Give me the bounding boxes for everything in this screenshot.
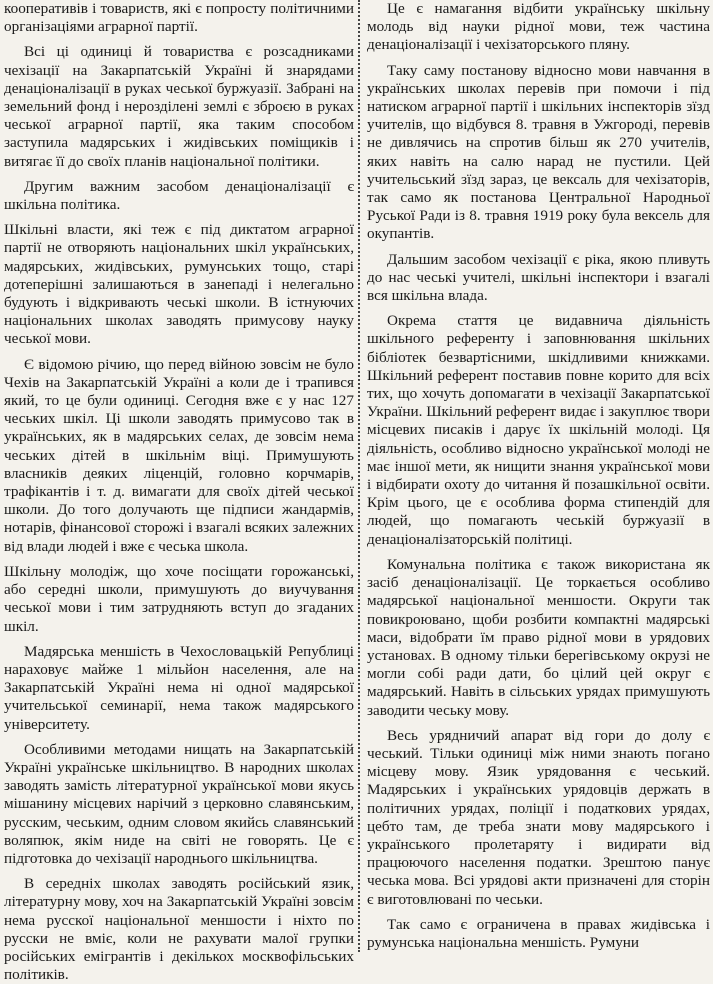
paragraph: Це є намагання відбити українську шкільну молодь від науки рідної мови, теж частина денаціоналізації і чехізаторського пляну. xyxy=(367,0,710,54)
right-column xyxy=(367,0,710,952)
paragraph: Шкільну молодіж, що хоче посіщати горожанські, або середні школи, примушують до виучування чеської мови і тим затрудняють вступ до згаданих шкіл. xyxy=(4,562,354,635)
paragraph: Так само є ограничена в правах жидівська і румунська національна меншість. Румуни xyxy=(367,915,710,951)
paragraph: Весь урядничий апарат від гори до долу є чеський. Тільки одиниці між ними знають погано місцеву мову. Язик урядовання є чеський. Мадярських і українських урядовців держать в політичних урядах, поліції і податкових урядах, цебто там, де треба знати мову мадярського і українського пролетаряту і видирати від працюючого населення податки. Зрештою панує чеська мова. Всі урядові акти призначені для сторін є виготовлювані по чеськи. xyxy=(367,726,710,908)
paragraph: Комунальна політика є також використана як засіб денаціоналізації. Це торкається особливо мадярської національної меншости. Округи так повикроювано, щоби розбити компактні мадярські маси, відобрати їм право рідної мови в урядових установах. В одному тільки берегівському окрузі не могли собі ради дати, бо цілий цей округ є мадярський. Навіть в сільських урядах примушують заводити чеську мову. xyxy=(367,555,710,719)
paragraph: Окрема стаття це видавнича діяльність шкільного референту і заповнювання шкільних бібліотек безвартісними, шкідливими книжками. Шкільний референт поставив повне корито для всіх тих, що хочуть допомагати в чехізації Закарпатської України. Шкільний референт видає і закуплює твори місцевих писаків і дарує їх шкільній молоді. Ця діяльність, особливо відносно української молоді не має іншої мети, як нищити знання української мови і відбирати охоту до читання й позашкільної освіти. Крім цього, це є особлива форма стипендій для людей, що помагають чеській буржуазії в денаціоналізаторській політиці. xyxy=(367,312,710,548)
paragraph: В середніх школах заводять російський язик, літературну мову, хоч на Закарпатській Україні зовсім нема русскої національної меншости і ніхто по русски не вміє, коли не рахувати малої групки російських емігрантів і декількох москвофільських політиків. xyxy=(4,875,354,984)
paragraph: Таку саму постанову відносно мови навчання в українських школах перевів при помочи і під натиском аграрної партії і шкільних інспекторів зїзд учителів, що відбувся 8. травня в Ужгороді, перевів не дивлячись на спротив більш як 270 учителів, яких навіть на салю нарад не пустили. Цей учительський зїзд зараз, це вексаль для чехізаторів, так само як постанова Центральної Народньої Руської Ради із 8. травня 1919 року була вексель для окупантів. xyxy=(367,61,710,243)
paragraph: Є відомою річию, що перед війною зовсім не було Чехів на Закарпатській Україні а коли де і трапився який, то це були одиниці. Сегодня вже є у нас 127 чеських шкіл. Ці школи заводять примусово так в українських, як в мадярських селах, де зовсім нема чеських дітей в шкільнім віці. Примушують власників деяких ліценцій, головно корчмарів, трафікантів і т. д. вимагати для своїх дітей чеської школи. До того долучають ще підписи жандармів, нотарів, фінансової сторожі і взагалі всяких залежних від влади людей і вже є чеська школа. xyxy=(4,355,354,555)
paragraph: Дальшим засобом чехізації є ріка, якою пливуть до нас чеські учителі, шкільні інспектори і взагалі вся шкільна влада. xyxy=(367,250,710,305)
paragraph: Шкільні власти, які теж є під диктатом аграрної партії не отворяють національних шкіл українських, мадярських, жидівських, румунських тощо, старі дотеперішні залишаються в занепаді і нелегально будують і відкривають чеські школи. В істнуючих національних школах заводять примусову науку чеської мови. xyxy=(4,221,354,348)
paragraph: Мадярська меншість в Чехословацькій Републиці нараховує майже 1 мільйон населення, але на Закарпатській Україні нема ні одної мадярської учительської семинарії, нема також мадярського університету. xyxy=(4,642,354,733)
paragraph: Всі ці одиниці й товариства є розсадниками чехізації на Закарпатській Україні й знарядами денаціоналізації в руках чеської буржуазії. Забрані на земельний фонд і нерозділені землі є зброєю в руках чеської аграрної партії, яка таким способом заступила мадярських і жидівських поміщиків і витягає її до своїх планів національної політики. xyxy=(4,43,354,170)
paragraph: кооперативів і товариств, які є попросту політичними організаціями аграрної партії. xyxy=(4,0,354,36)
paragraph: Другим важним засобом денаціоналізації є шкільна політика. xyxy=(4,177,354,214)
left-column xyxy=(4,0,354,984)
paragraph: Особливими методами нищать на Закарпатській Україні українське шкільництво. В народних школах заводять замість літературної української мови якусь мішанину місцевих нарічий з церковно славянським, русским, чеським, одним словом якийсь славянський воляпюк, якім ниде на світі не говорять. Це є підготовка до чехізації народнього шкільництва. xyxy=(4,740,354,867)
column-divider xyxy=(358,0,360,952)
